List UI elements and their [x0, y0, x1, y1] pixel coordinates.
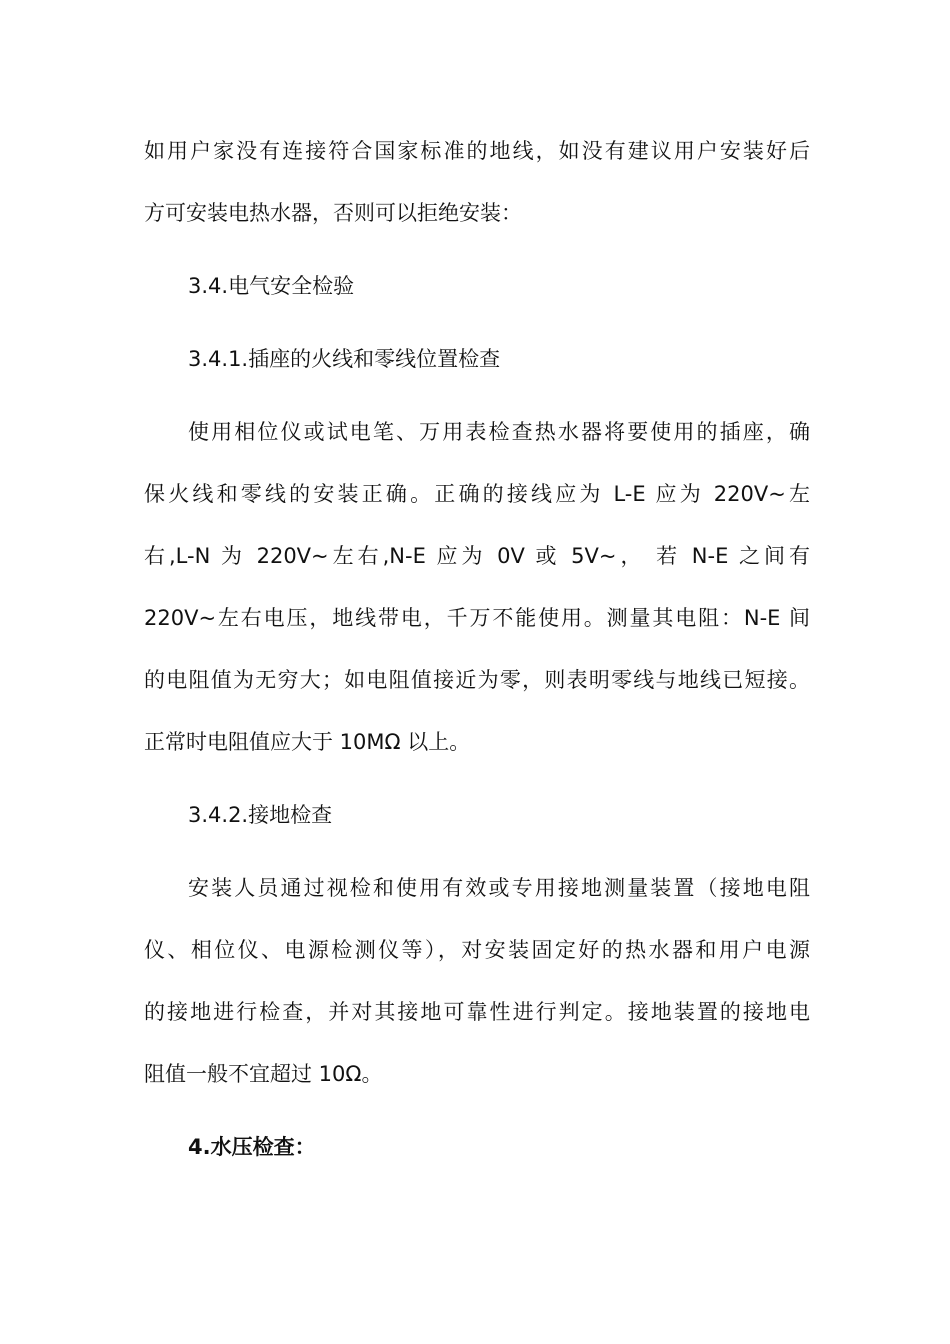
paragraph-line: 的电阻值为无穷大；如电阻值接近为零，则表明零线与地线已短接。 — [144, 668, 810, 692]
subsection-heading: 3.4.1.插座的火线和零线位置检查 — [188, 347, 501, 371]
paragraph-line: 220V~左右电压，地线带电，千万不能使用。测量其电阻：N-E 间 — [144, 606, 810, 630]
paragraph-line: 使用相位仪或试电笔、万用表检查热水器将要使用的插座，确 — [188, 420, 810, 444]
section-heading-bold: 4.水压检查： — [188, 1135, 316, 1159]
paragraph-line: 安装人员通过视检和使用有效或专用接地测量装置（接地电阻 — [188, 876, 810, 900]
paragraph-line: 如用户家没有连接符合国家标准的地线，如没有建议用户安装好后 — [144, 139, 810, 163]
paragraph-line: 右,L-N 为 220V~左右,N-E 应为 0V 或 5V~， 若 N-E 之间有 — [144, 544, 810, 568]
paragraph-line: 阻值一般不宜超过 10Ω。 — [144, 1062, 383, 1086]
subsection-heading: 3.4.2.接地检查 — [188, 803, 333, 827]
paragraph-line: 方可安装电热水器，否则可以拒绝安装： — [144, 201, 522, 225]
paragraph-line: 正常时电阻值应大于 10MΩ 以上。 — [144, 730, 471, 754]
paragraph-line: 保火线和零线的安装正确。正确的接线应为 L-E 应为 220V~左 — [144, 482, 810, 506]
section-heading: 3.4.电气安全检验 — [188, 274, 355, 298]
paragraph-line: 仪、相位仪、电源检测仪等），对安装固定好的热水器和用户电源 — [144, 938, 810, 962]
paragraph-line: 的接地进行检查，并对其接地可靠性进行判定。接地装置的接地电 — [144, 1000, 810, 1024]
